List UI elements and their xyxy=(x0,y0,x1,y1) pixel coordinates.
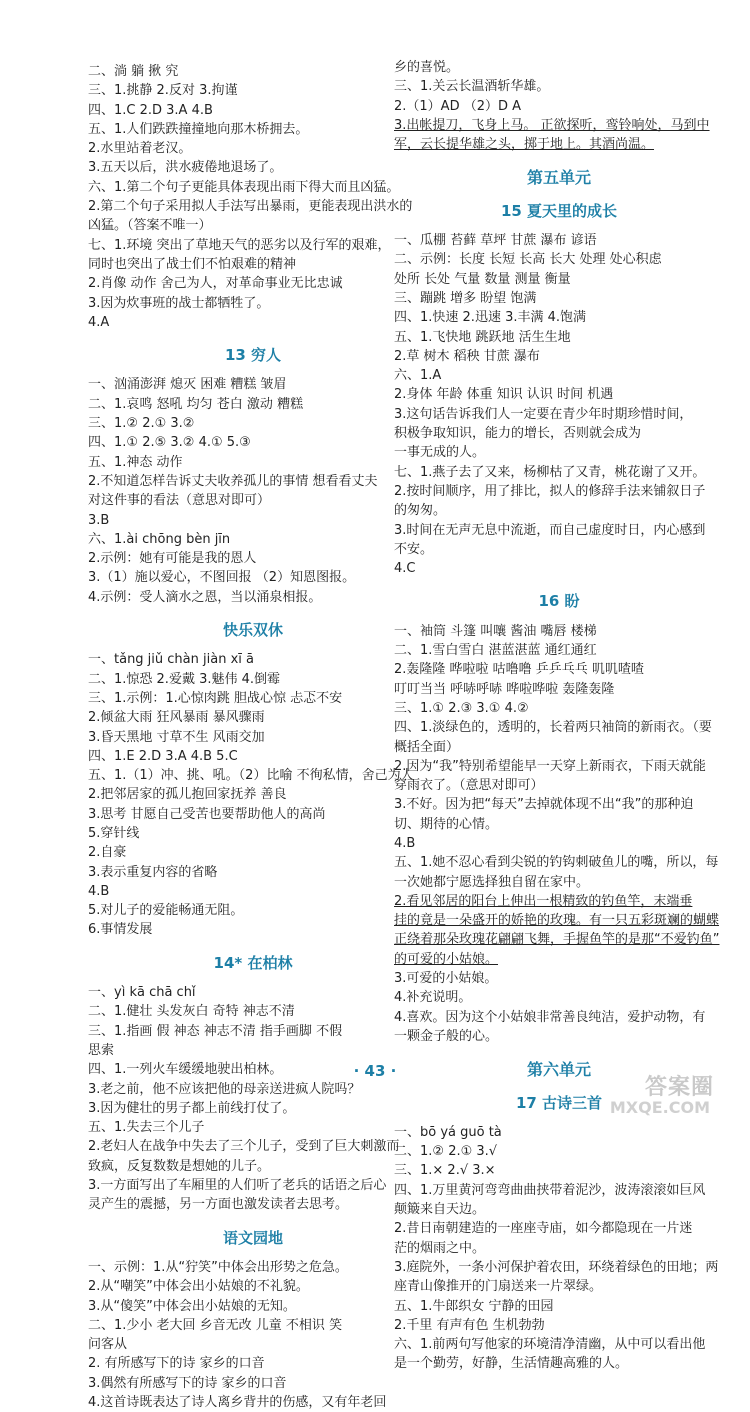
answer-line: 同时也突出了战士们不怕艰难的精神 xyxy=(88,256,297,272)
answer-line: 6.事情发展 xyxy=(88,922,153,938)
answer-line: 正绕着那朵玫瑰花翩翩飞舞，手握鱼竿的是那“不爱钓鱼” xyxy=(394,932,720,948)
answer-line: 颠簸来自天边。 xyxy=(394,1202,486,1218)
answer-line: 积极争取知识，能力的增长，否则就会成为 xyxy=(394,426,642,442)
page-number: · 43 · xyxy=(353,1062,397,1080)
answer-line: 3.一方面写出了车厢里的人们听了老兵的话语之后心 xyxy=(88,1178,387,1194)
answer-line: 四、1.一列火车缓缓地驶出柏林。 xyxy=(88,1062,283,1078)
answer-line: 2.倾盆大雨 狂风暴雨 暴风骤雨 xyxy=(88,710,265,726)
answer-line: 2.昔日南朝建造的一座座寺庙，如今都隐现在一片迷 xyxy=(394,1221,693,1237)
answer-line: 2.不知道怎样告诉丈夫收养孤儿的事情 想看看丈夫 xyxy=(88,473,378,489)
answer-line: 3.思考 甘愿自己受苦也要帮助他人的高尚 xyxy=(88,806,326,822)
section-heading: 16 盼 xyxy=(538,592,580,611)
answer-line: 2.身体 年龄 体重 知识 认识 时间 机遇 xyxy=(394,387,614,403)
answer-line: 3.昏天黑地 寸草不生 风雨交加 xyxy=(88,729,265,745)
answer-line: 茫的烟雨之中。 xyxy=(394,1240,486,1256)
answer-line: 4.示例：受人滴水之恩，当以涌泉相报。 xyxy=(88,589,322,605)
watermark-logo: 答案圈 xyxy=(644,1075,714,1100)
answer-line: 三、1.关云长温酒斩华雄。 xyxy=(394,79,550,95)
answer-line: 座青山像推开的门扇送来一片翠绿。 xyxy=(394,1279,603,1295)
answer-line: 4.喜欢。因为这个小姑娘非常善良纯洁，爱护动物，有 xyxy=(394,1009,706,1025)
answer-line: 五、1.人们跌跌撞撞地向那木桥拥去。 xyxy=(88,121,309,137)
answer-line: 3.B xyxy=(88,512,110,528)
section-heading: 15 夏天里的成长 xyxy=(500,201,618,220)
answer-line: 三、1.① 2.③ 3.① 4.② xyxy=(394,700,529,716)
answer-line: 五、1.失去三个儿子 xyxy=(88,1120,205,1136)
answer-line: 一、yì kā chā chǐ xyxy=(88,985,196,1001)
answer-line: 4.C xyxy=(394,561,416,577)
answer-line: 六、1.前两句写他家的环境清净清幽，从中可以看出他 xyxy=(394,1337,706,1353)
answer-line: 七、1.环境 突出了草地天气的恶劣以及行军的艰难， xyxy=(88,237,391,253)
right-answer-column xyxy=(394,58,724,1374)
answer-line: 2. 有所感写下的诗 家乡的口音 xyxy=(88,1356,265,1372)
answer-line: 3.时间在无声无息中流逝，而自己虚度时日，内心感到 xyxy=(394,522,706,538)
answer-line: 2.第二个句子采用拟人手法写出暴雨，更能表现出洪水的 xyxy=(88,199,413,215)
answer-line: 一、示例：1.从“狞笑”中体会出形势之危急。 xyxy=(88,1259,348,1275)
answer-line: 2.自豪 xyxy=(88,845,127,861)
answer-line: 3.因为炊事班的战士都牺牲了。 xyxy=(88,295,270,311)
section-heading: 13 穷人 xyxy=(224,346,282,365)
answer-line: 3.老之前，他不应该把他的母亲送进疯人院吗？ xyxy=(88,1081,361,1097)
answer-line: 四、1.淡绿色的，透明的，长着两只袖筒的新雨衣。（要 xyxy=(394,720,712,736)
answer-line: 5.对儿子的爱能畅通无阻。 xyxy=(88,903,244,919)
answer-line: 二、1.哀鸣 怒吼 均匀 苍白 激动 糟糕 xyxy=(88,396,304,412)
answer-line: 一颗金子般的心。 xyxy=(394,1028,499,1044)
answer-line: 4.A xyxy=(88,314,110,330)
answer-line: 三、1.② 2.① 3.② xyxy=(88,416,195,432)
answer-line: 三、1.× 2.√ 3.× xyxy=(394,1163,496,1179)
answer-line: 乡的喜悦。 xyxy=(394,60,460,75)
answer-line: 四、1.① 2.⑤ 3.② 4.① 5.③ xyxy=(88,435,251,451)
answer-line: 2.水里站着老汉。 xyxy=(88,141,192,157)
answer-line: 不安。 xyxy=(394,541,434,557)
answer-line: 一、袖筒 斗篷 叫嚷 酱油 嘴唇 楼梯 xyxy=(394,623,597,639)
answer-line: 灵产生的震撼，另一方面也激发读者去思考。 xyxy=(88,1197,349,1213)
answer-line: 的可爱的小姑娘。 xyxy=(394,951,499,967)
answer-line: 一、汹涌澎湃 熄灭 困难 糟糕 皱眉 xyxy=(88,377,287,393)
answer-line: 军，云长提华雄之头，掷于地上。其酒尚温。 xyxy=(394,137,655,153)
answer-line: 五、1.牛郎织女 宁静的田园 xyxy=(394,1298,554,1314)
answer-line: 一次她都宁愿选择独自留在家中。 xyxy=(394,874,590,890)
answer-line: 穿雨衣了。（意思对即可） xyxy=(394,778,544,794)
answer-line: 二、1.少小 老大回 乡音无改 儿童 不相识 笑 xyxy=(88,1317,343,1333)
answer-line: 4.B xyxy=(394,835,416,851)
answer-line: 对这件事的看法（意思对即可） xyxy=(88,493,271,509)
answer-line: 2.看见邻居的阳台上伸出一根精致的钓鱼竿，末端垂 xyxy=(394,893,693,909)
answer-line: 五、1.（1）冲、挑、吼。（2）比喻 不徇私情，舍己为人 xyxy=(88,768,414,784)
answer-line: 3.从“傻笑”中体会出小姑娘的无知。 xyxy=(88,1298,296,1314)
answer-line: 是一个勤劳，好静，生活情趣高雅的人。 xyxy=(394,1356,629,1372)
answer-line: 三、蹦跳 增多 盼望 饱满 xyxy=(394,290,537,306)
answer-line: 四、1.万里黄河弯弯曲曲挟带着泥沙，波涛滚滚如巨风 xyxy=(394,1182,706,1198)
answer-line: 一、bō yá guō tà xyxy=(394,1124,502,1140)
answer-line: 二、1.雪白雪白 湛蓝湛蓝 通红通红 xyxy=(394,643,597,659)
answer-line: 切、期待的心情。 xyxy=(394,816,499,832)
answer-line: 六、1.A xyxy=(394,368,442,384)
answer-line: 叮叮当当 呼哧呼哧 哗啦哗啦 轰隆轰隆 xyxy=(394,681,615,697)
answer-line: 六、1.第二个句子更能具体表现出雨下得大而且凶猛。 xyxy=(88,179,400,195)
answer-line: 问客从 xyxy=(88,1337,128,1353)
answer-line: 的匆匆。 xyxy=(394,503,447,519)
answer-line: 致疯，反复数数是想她的儿子。 xyxy=(88,1158,271,1174)
answer-line: 四、1.快速 2.迅速 3.丰满 4.饱满 xyxy=(394,310,587,326)
section-heading: 快乐双休 xyxy=(222,621,283,640)
section-heading: 第六单元 xyxy=(526,1060,591,1080)
answer-line: 3.这句话告诉我们人一定要在青少年时期珍惜时间， xyxy=(394,406,693,422)
answer-line: 二、示例：长度 长短 长高 长大 处理 处心积虑 xyxy=(394,252,662,268)
answer-line: 4.这首诗既表达了诗人离乡背井的伤感，又有年老回 xyxy=(88,1395,387,1410)
answer-line: 五、1.她不忍心看到尖锐的钓钩刺破鱼儿的嘴，所以，每 xyxy=(394,855,719,871)
answer-line: 一事无成的人。 xyxy=(394,445,486,461)
answer-line: 2.把邻居家的孤儿抱回家抚养 善良 xyxy=(88,787,287,803)
answer-line: 五、1.神态 动作 xyxy=(88,454,183,470)
answer-line: 4.补充说明。 xyxy=(394,990,472,1006)
answer-line: 三、1.指画 假 神态 神志不清 指手画脚 不假 xyxy=(88,1023,343,1039)
answer-line: 2.老妇人在战争中失去了三个儿子，受到了巨大刺激而 xyxy=(88,1139,400,1155)
answer-line: 3.表示重复内容的省略 xyxy=(88,864,218,880)
answer-line: 3.五天以后，洪水疲倦地退场了。 xyxy=(88,160,283,176)
answer-line: 凶猛。（答案不唯一） xyxy=(88,218,212,234)
answer-line: 三、1.挑静 2.反对 3.拘谨 xyxy=(88,83,238,99)
answer-line: 3.偶然有所感写下的诗 家乡的口音 xyxy=(88,1375,287,1391)
answer-line: 四、1.C 2.D 3.A 4.B xyxy=(88,102,213,118)
watermark-url: MXQE.COM xyxy=(609,1098,710,1117)
section-heading: 第五单元 xyxy=(526,168,591,188)
answer-line: 一、tǎng jiǔ chàn jiàn xī ā xyxy=(88,652,254,668)
answer-line: 一、瓜棚 苔藓 草坪 甘蔗 瀑布 谚语 xyxy=(394,233,597,249)
answer-line: 2.（1）AD （2）D A xyxy=(394,98,522,114)
answer-line: 六、1.ài chōng bèn jīn xyxy=(88,531,231,547)
answer-line: 3.出帐提刀，飞身上马。 正欲探听，鸾铃响处，马到中 xyxy=(394,117,710,133)
answer-line: 处所 长处 气量 数量 测量 衡量 xyxy=(394,271,571,287)
left-answer-column xyxy=(88,62,418,1412)
section-heading: 17 古诗三首 xyxy=(515,1093,603,1112)
answer-line: 3.（1）施以爱心，不图回报 （2）知恩图报。 xyxy=(88,570,356,586)
answer-line: 挂的竟是一朵盛开的娇艳的玫瑰。有一只五彩斑斓的蝴蝶 xyxy=(394,913,720,929)
answer-line: 二、1.② 2.① 3.√ xyxy=(394,1144,498,1160)
answer-line: 3.因为健壮的男子都上前线打仗了。 xyxy=(88,1100,296,1116)
answer-line: 5.穿针线 xyxy=(88,825,140,841)
answer-line: 三、1.示例：1.心惊肉跳 胆战心惊 忐忑不安 xyxy=(88,690,343,706)
answer-line: 四、1.E 2.D 3.A 4.B 5.C xyxy=(88,748,238,764)
answer-line: 概括全面） xyxy=(394,739,460,755)
answer-line: 2.从“嘲笑”中体会出小姑娘的不礼貌。 xyxy=(88,1279,309,1295)
answer-line: 七、1.燕子去了又来，杨柳枯了又青，桃花谢了又开。 xyxy=(394,464,706,480)
answer-line: 3.可爱的小姑娘。 xyxy=(394,971,498,987)
answer-line: 2.肖像 动作 舍己为人，对革命事业无比忠诚 xyxy=(88,276,343,292)
answer-line: 3.庭院外，一条小河保护着农田，环绕着绿色的田地；两 xyxy=(394,1259,719,1275)
answer-line: 二、淌 躺 揪 究 xyxy=(88,64,179,79)
answer-line: 2.示例：她有可能是我的恩人 xyxy=(88,551,257,567)
answer-line: 五、1.飞快地 跳跃地 活生生地 xyxy=(394,329,571,345)
answer-line: 二、1.惊恐 2.爱戴 3.魅伟 4.倒霉 xyxy=(88,671,281,687)
answer-line: 2.因为“我”特别希望能早一天穿上新雨衣，下雨天就能 xyxy=(394,758,706,774)
answer-line: 2.千里 有声有色 生机勃勃 xyxy=(394,1317,545,1333)
section-heading: 语文园地 xyxy=(222,1228,283,1247)
answer-line: 2.按时间顺序，用了排比，拟人的修辞手法来铺叙日子 xyxy=(394,483,706,499)
answer-line: 4.B xyxy=(88,883,110,899)
section-heading: 14* 在柏林 xyxy=(213,953,293,972)
answer-line: 2.轰隆隆 哗啦啦 咕噜噜 乒乒乓乓 叽叽喳喳 xyxy=(394,662,644,678)
answer-line: 3.不好。因为把“每天”去掉就体现不出“我”的那种迫 xyxy=(394,797,694,813)
answer-line: 思索 xyxy=(88,1042,115,1058)
answer-line: 2.草 树木 稻秧 甘蔗 瀑布 xyxy=(394,348,540,364)
answer-line: 二、1.健壮 头发灰白 奇特 神志不清 xyxy=(88,1004,295,1020)
